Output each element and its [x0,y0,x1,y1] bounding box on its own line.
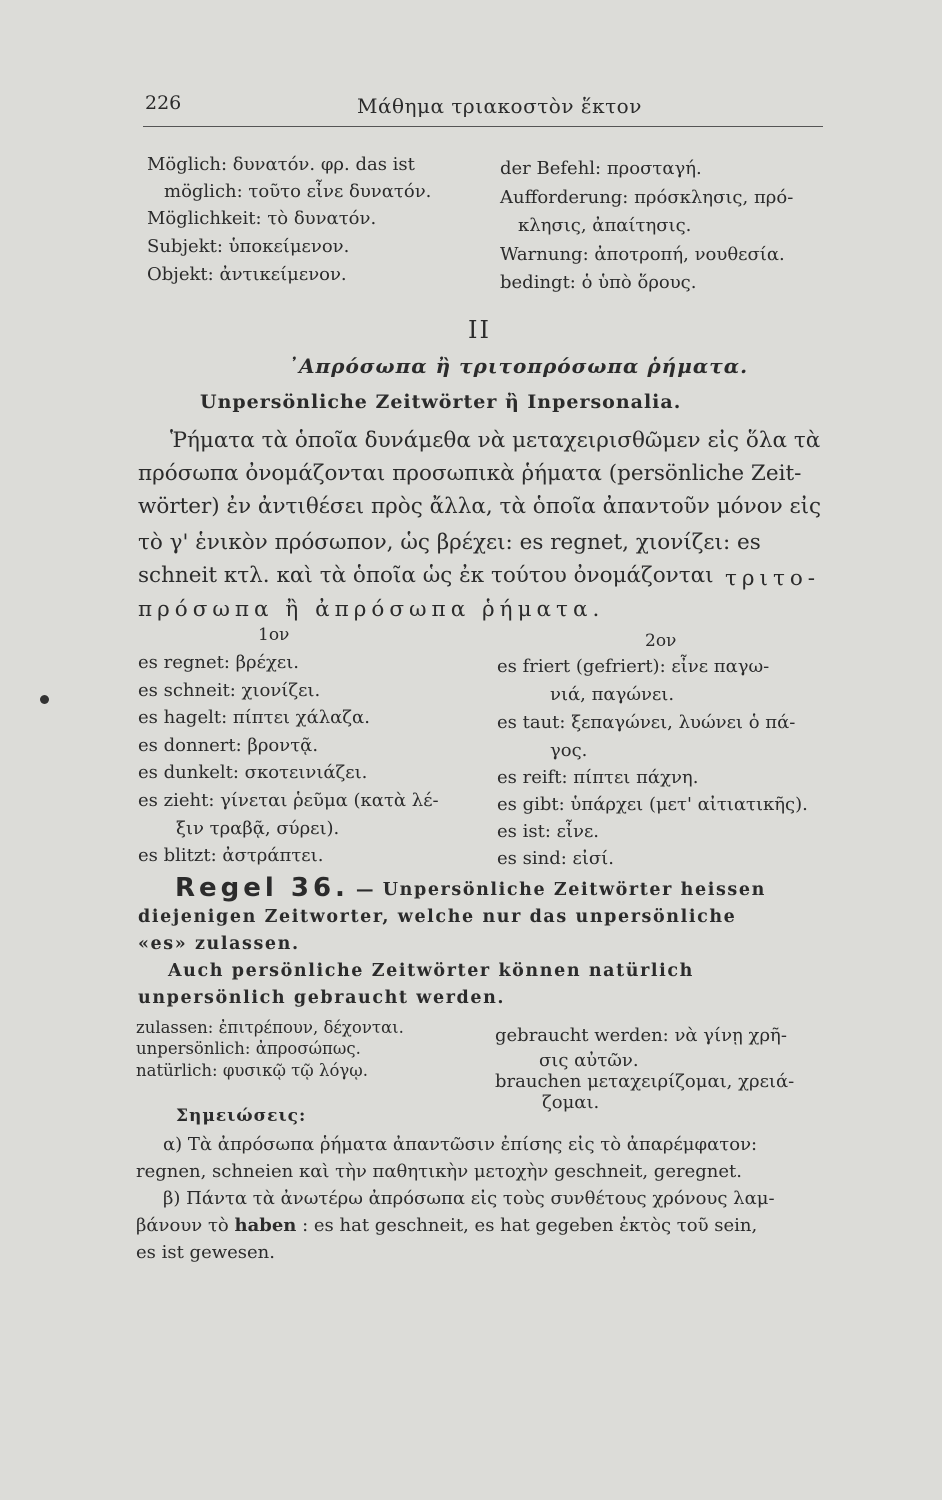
example-line: es donnert: βροντᾷ. [138,735,319,756]
note-line: es ist gewesen. [136,1242,275,1263]
vocab-line: möglich: τοῦτο εἶνε δυνατόν. [164,181,432,202]
note-line [136,1215,757,1236]
example-line: es gibt: ὑπάρχει (μετ' αἰτιατικῆς). [497,794,808,815]
vocab-line: Aufforderung: πρόσκλησις, πρό- [500,187,794,208]
vocab-line: zulassen: ἐπιτρέπουν, δέχονται. [136,1018,404,1037]
note-line: β) Πάντα τὰ ἀνωτέρω ἀπρόσωπα εἰς τοὺς συνθέτους χρόνους λαμ- [163,1188,775,1209]
vocab-line: Warnung: ἀποτροπή, νουθεσία. [500,244,785,265]
example-line: es taut: ξεπαγώνει, λυώνει ὁ πά- [497,712,796,733]
vocab-line: Möglich: δυνατόν. φρ. das ist [147,154,415,175]
paragraph-line: schneit κτλ. καὶ τὰ ὁποῖα ὡς ἐκ τούτου ὀνομάζονται [138,563,714,588]
example-line: es reift: πίπτει πάχνη. [497,767,699,788]
note-fragment-bold: haben [234,1215,297,1236]
example-line: es friert (gefriert): εἶνε παγω- [497,656,770,677]
paragraph-line: wörter) ἐν ἀντιθέσει πρὸς ἄλλα, τὰ ὁποῖα ἀπαντοῦν μόνον εἰς [138,494,822,519]
example-line: es zieht: γίνεται ῥεῦμα (κατὰ λέ- [138,790,439,811]
paragraph-line: Ῥήματα τὰ ὁποῖα δυνάμεθα νὰ μεταχειρισθῶμεν εἰς ὅλα τὰ [170,428,821,453]
vocab-line: unpersönlich: ἀπροσώπως. [136,1039,361,1058]
example-line: ξιν τραβᾷ, σύρει). [176,818,340,839]
running-head: Μάθημα τριακοστὸν ἕκτον [357,94,642,118]
example-line: es hagelt: πίπτει χάλαζα. [138,707,370,728]
example-line: es regnet: βρέχει. [138,652,299,673]
rule-line: — Unpersönliche Zeitwörter heissen [356,880,766,900]
vocab-line: Möglichkeit: τὸ δυνατόν. [147,208,377,229]
example-line: γος. [550,740,588,761]
rule-label: Regel 36. [175,873,349,903]
example-line: es sind: εἰσί. [497,848,614,869]
paragraph-line: πρόσωπα ὀνομάζονται προσωπικὰ ῥήματα (persönliche Zeit- [138,461,802,486]
example-line: νιά, παγώνει. [550,684,675,705]
rule-line: «es» zulassen. [138,934,300,954]
note-line: α) Τὰ ἀπρόσωπα ῥήματα ἀπαντῶσιν ἐπίσης εἰς τὸ ἀπαρέμφατον: [163,1134,758,1155]
rule-line: unpersönlich gebraucht werden. [138,988,506,1008]
example-line: es schneit: χιονίζει. [138,680,321,701]
example-line: es ist: εἶνε. [497,821,599,842]
vocab-line: gebraucht werden: νὰ γίνῃ χρῆ- [495,1025,787,1046]
note-line: regnen, schneien καὶ τὴν παθητικὴν μετοχὴν geschneit, geregnet. [136,1161,742,1182]
paragraph-line: πρόσωπα ἢ ἀπρόσωπα ῥήματα. [138,597,605,622]
example-line: es dunkelt: σκοτεινιάζει. [138,762,368,783]
vocab-line: Objekt: ἀντικείμενον. [147,264,347,285]
vocab-line: σις αὐτῶν. [539,1050,639,1071]
rule-line: Auch persönliche Zeitwörter können natürlich [168,961,694,981]
section-title-greek: ᾿Απρόσωπα ἢ τριτοπρόσωπα ῥήματα. [288,354,749,378]
stray-ink-dot [40,695,49,704]
notes-title: Σημειώσεις: [176,1106,307,1126]
note-fragment: βάνουν τὸ [136,1215,229,1236]
vocab-line: brauchen μεταχειρίζομαι, χρειά- [495,1071,795,1092]
vocab-line: der Befehl: προσταγή. [500,158,702,179]
paragraph-line: τριτο- [725,566,821,591]
column-head-2: 2ον [645,631,677,651]
vocab-line: ζομαι. [542,1092,600,1113]
section-number: II [468,316,491,344]
rule-line: diejenigen Zeitworter, welche nur das unpersönliche [138,907,737,927]
vocab-line: natürlich: φυσικῷ τῷ λόγῳ. [136,1061,368,1080]
page-number: 226 [145,92,182,114]
header-rule [143,126,823,127]
note-fragment: : es hat geschneit, es hat gegeben ἐκτὸς τοῦ sein, [302,1215,758,1236]
column-head-1: 1ον [258,625,290,645]
paragraph-line: τὸ γ' ἑνικὸν πρόσωπον, ὡς βρέχει: es regnet, χιονίζει: es [138,530,761,555]
vocab-line: bedingt: ὁ ὑπὸ ὅρους. [500,272,697,293]
vocab-line: κλησις, ἀπαίτησις. [518,215,692,236]
example-line: es blitzt: ἀστράπτει. [138,845,324,866]
vocab-line: Subjekt: ὑποκείμενον. [147,236,350,257]
section-title-german: Unpersönliche Zeitwörter ἢ Inpersonalia. [200,391,682,413]
